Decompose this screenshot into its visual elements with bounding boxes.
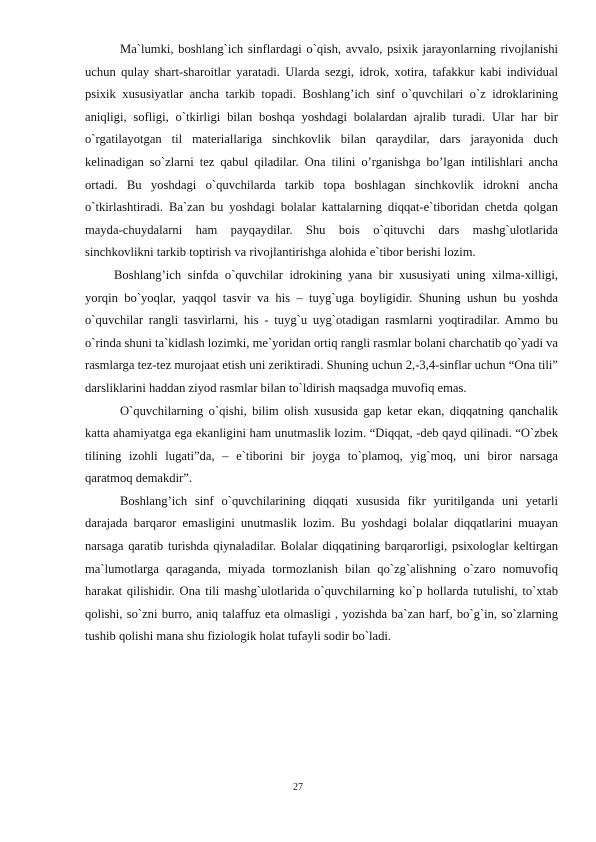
paragraph-1: Ma`lumki, boshlang`ich sinflardagi o`qish, avvalo, psixik jarayonlarning rivojlanishi uchun qulay shart-sharoitlar yaratadi. Ularda sezgi, idrok, xotira, tafakkur kabi individual psixik xususiyatlar ancha tarkib topadi. Boshlang’ich sinf o`quvchilari o`z idroklarining aniqligi, sofligi, o`tkirligi bilan boshqa yoshdagi bolalardan ajralib turadi. Ular har bir o`rgatilayotgan til materiallariga sinchkovlik bilan qaraydilar, dars jarayonida duch kelinadigan so`zlarni tez qabul qiladilar. Ona tilini o’rganishga bo’lgan intilishlari ancha ortadi. Bu yoshdagi o`quvchilarda tarkib topa boshlagan sinchkovlik idrokni ancha o`tkirlashtiradi. Ba`zan bu yoshdagi bolalar kattalarning diqqat-e`tiboridan chetda qolgan mayda-chuydalarni ham payqaydilar. Shu bois o`qituvchi dars mashg`ulotlarida sinchkovlikni tarkib toptirish va rivojlantirishga alohida e`tibor berishi lozim.	[85, 42, 558, 260]
page-number: 27	[293, 782, 303, 793]
paragraph-3: O`quvchilarning o`qishi, bilim olish xususida gap ketar ekan, diqqatning qanchalik katta ahamiyatga ega ekanligini ham unutmaslik lozim. “Diqqat, -deb qayd qilinadi. “O`zbek tilining izohli lugati”da, – e`tiborini bir joyga to`plamoq, yig`moq, uni biror narsaga qaratmoq demakdir”.	[85, 403, 558, 486]
document-body	[85, 38, 558, 648]
paragraph-2: Boshlang’ich sinfda o`quvchilar idrokining yana bir xususiyati uning xilma-xilligi, yorqin bo`yoqlar, yaqqol tasvir va his – tuyg`uga boyligidir. Shuning ushun bu yoshda o`quvchilar rangli tasvirlarni, his - tuyg`u uyg`otadigan rasmlarni yoqtiradilar. Ammo bu o`rinda shuni ta`kidlash lozimki, me`yoridan ortiq rangli rasmlar bolani charchatib qo`yadi va rasmlarga tez-tez murojaat etish uni zeriktiradi. Shuning uchun 2,-3,4-sinflar uchun “Ona tili” darsliklarini haddan ziyod rasmlar bilan to`ldirish maqsadga muvofiq emas.	[85, 267, 558, 395]
paragraph-4: Boshlang’ich sinf o`quvchilarining diqqati xususida fikr yuritilganda uni yetarli darajada barqaror emasligini unutmaslik lozim. Bu yoshdagi bolalar diqqatlarini muayan narsaga qaratib turishda qiynaladilar. Bolalar diqqatining barqarorligi, psixologlar keltirgan ma`lumotlarga qaraganda, miyada tormozlanish bilan qo`zg`alishning o`zaro nomuvofiq harakat qilishidir. Ona tili mashg`ulotlarida o`quvchilarning ko`p hollarda tutulishi, to`xtab qolishi, so`zni burro, aniq talaffuz eta olmasligi , yozishda ba`zan harf, bo`g`in, so`zlarning tushib qolishi mana shu fiziologik holat tufayli sodir bo`ladi.	[85, 493, 558, 644]
